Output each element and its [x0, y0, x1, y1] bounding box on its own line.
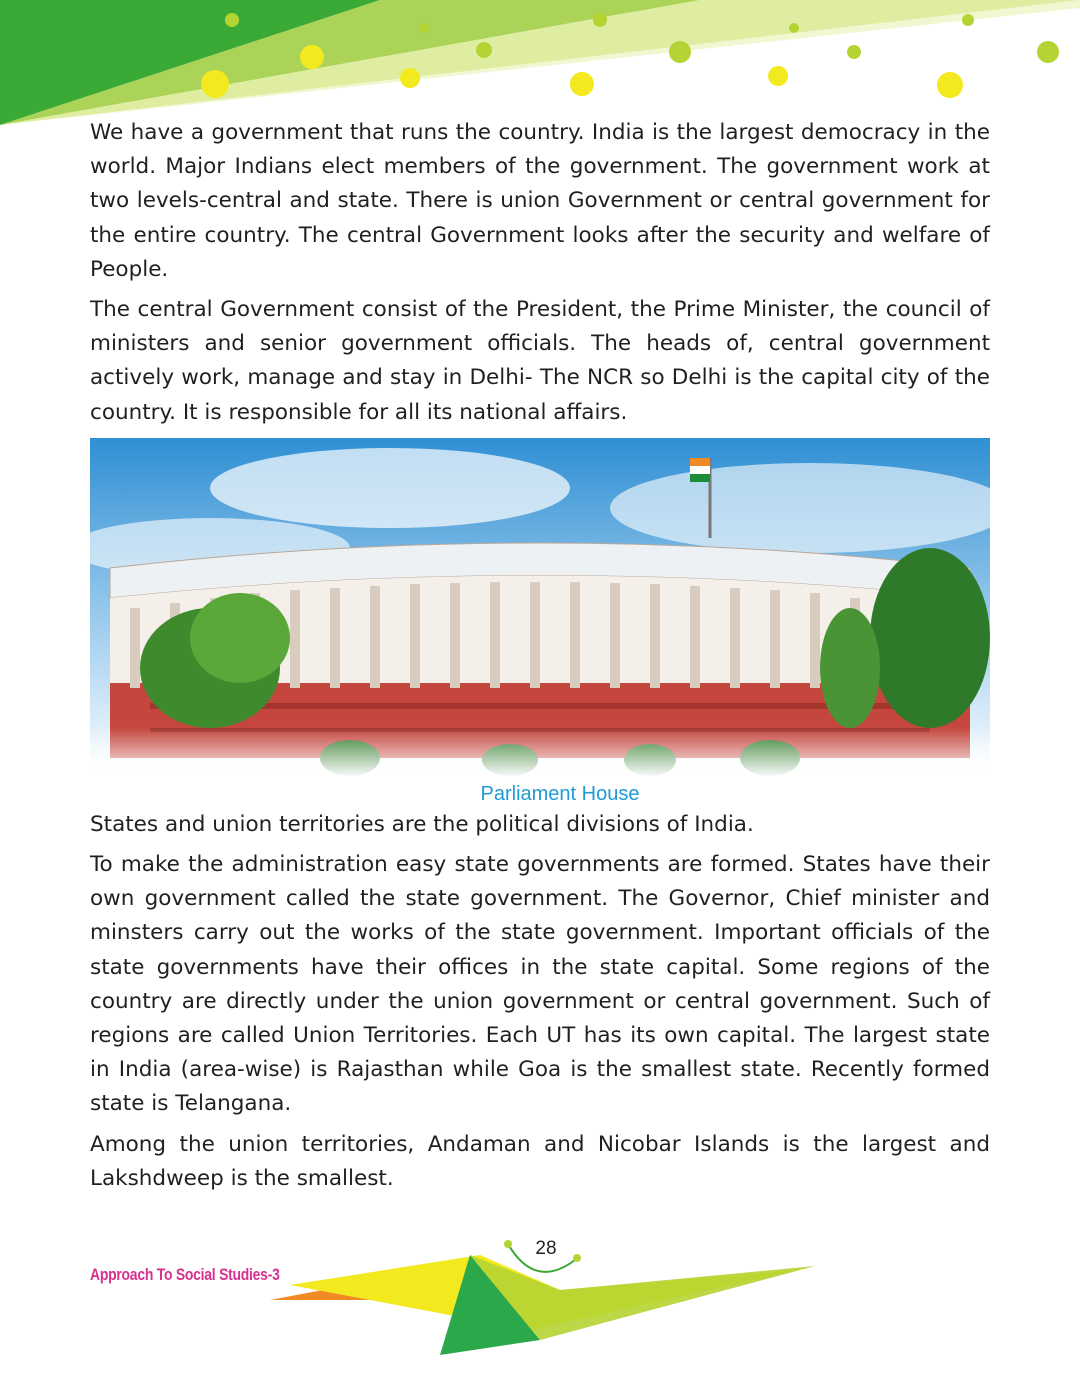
book-title: Approach To Social Studies-3 — [90, 1265, 280, 1284]
header-decoration — [0, 0, 1080, 130]
paragraph-political-divisions: States and union territories are the political divisions of India. — [90, 811, 754, 837]
paragraph-union-territories: Among the union territories, Andaman and Nicobar Islands is the largest and Lakshdweep is the smallest. — [90, 1131, 990, 1191]
paragraph-central-government: The central Government consist of the President, the Prime Minister, the council of ministers and senior government officials. The heads of, central government actively work, manage and stay in Delhi- The NCR so Delhi is the capital city of the country. It is responsible for all its national affairs. — [90, 297, 990, 425]
paragraph-state-government: To make the administration easy state governments are formed. States have their own government called the state government. The Governor, Chief minister and minsters carry out the works of the state government. Important officials of the state governments have their offices in the state capital. Some regions of the country are directly under the union government or central government. Such of regions are called Union Territories. Each UT has its own capital. The largest state in India (area-wise) is Rajasthan while Goa is the smallest state. Recently formed state is Telangana. — [90, 852, 990, 1117]
parliament-house-image — [90, 438, 990, 778]
page-number: 28 — [535, 1238, 557, 1259]
figure-caption: Parliament House — [480, 782, 640, 805]
paragraph-government-intro: We have a government that runs the country. India is the largest democracy in the world. Major Indians elect members of the government. The government work at two levels-central and state. There is union Government or central government for the entire country. The central Government looks after the security and welfare of People. — [90, 120, 990, 282]
page-content — [90, 116, 990, 1202]
